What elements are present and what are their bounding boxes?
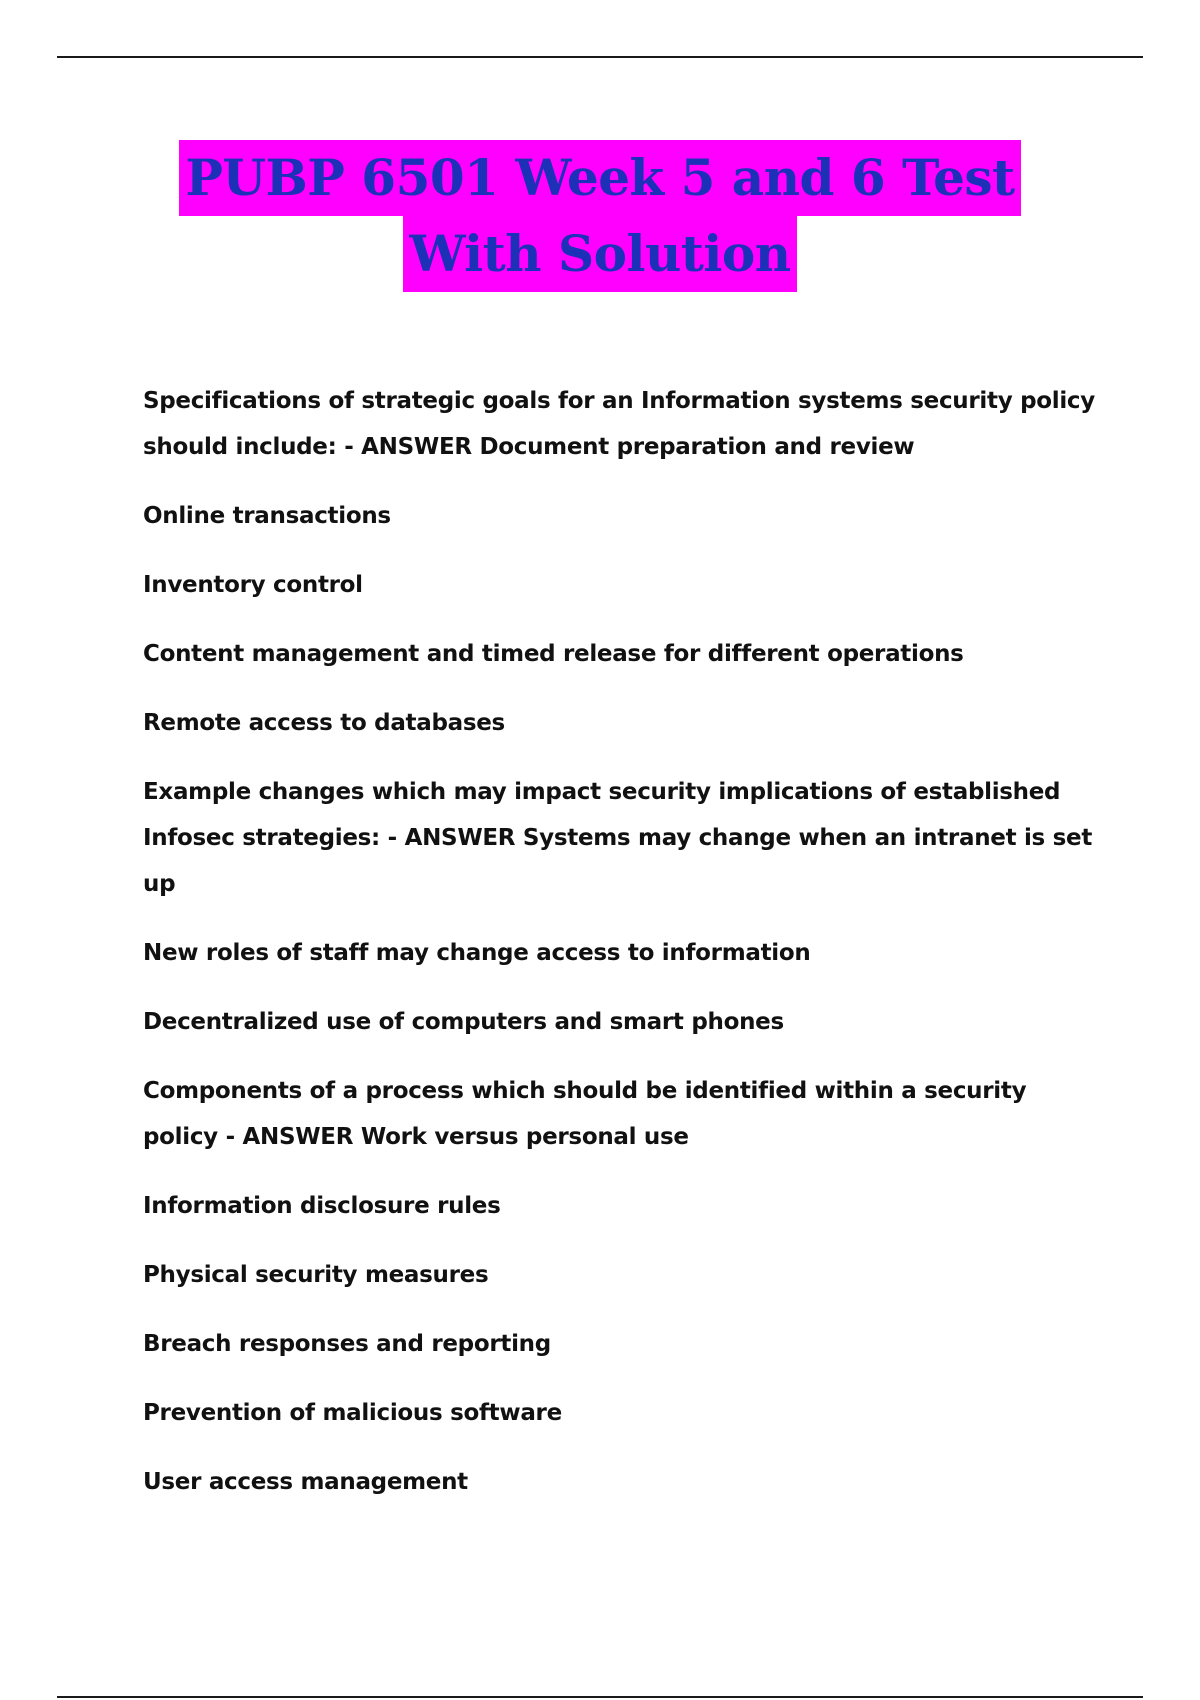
qa-item: Inventory control [143, 572, 363, 598]
bottom-divider [57, 1696, 1143, 1698]
qa-item: Information disclosure rules [143, 1193, 501, 1219]
qa-item: Specifications of strategic goals for an Information systems security policy should include: - ANSWER Document preparation and review [143, 388, 1095, 460]
qa-item: Components of a process which should be identified within a security policy - ANSWER Work versus personal use [143, 1078, 1027, 1150]
qa-item: Decentralized use of computers and smart phones [143, 1009, 784, 1035]
qa-item: Physical security measures [143, 1262, 489, 1288]
qa-item: New roles of staff may change access to information [143, 940, 811, 966]
title-line-1: PUBP 6501 Week 5 and 6 Test [179, 140, 1020, 216]
title-line-2: With Solution [403, 216, 796, 292]
qa-item: Breach responses and reporting [143, 1331, 551, 1357]
qa-item: Remote access to databases [143, 710, 505, 736]
qa-item: User access management [143, 1469, 468, 1495]
page-title [0, 140, 1200, 292]
qa-item: Prevention of malicious software [143, 1400, 562, 1426]
qa-item: Content management and timed release for different operations [143, 641, 964, 667]
top-divider [57, 56, 1143, 58]
qa-list [143, 378, 1103, 1528]
qa-item: Online transactions [143, 503, 391, 529]
qa-item: Example changes which may impact security implications of established Infosec strategies: - ANSWER Systems may change when an intranet is set up [143, 779, 1093, 897]
